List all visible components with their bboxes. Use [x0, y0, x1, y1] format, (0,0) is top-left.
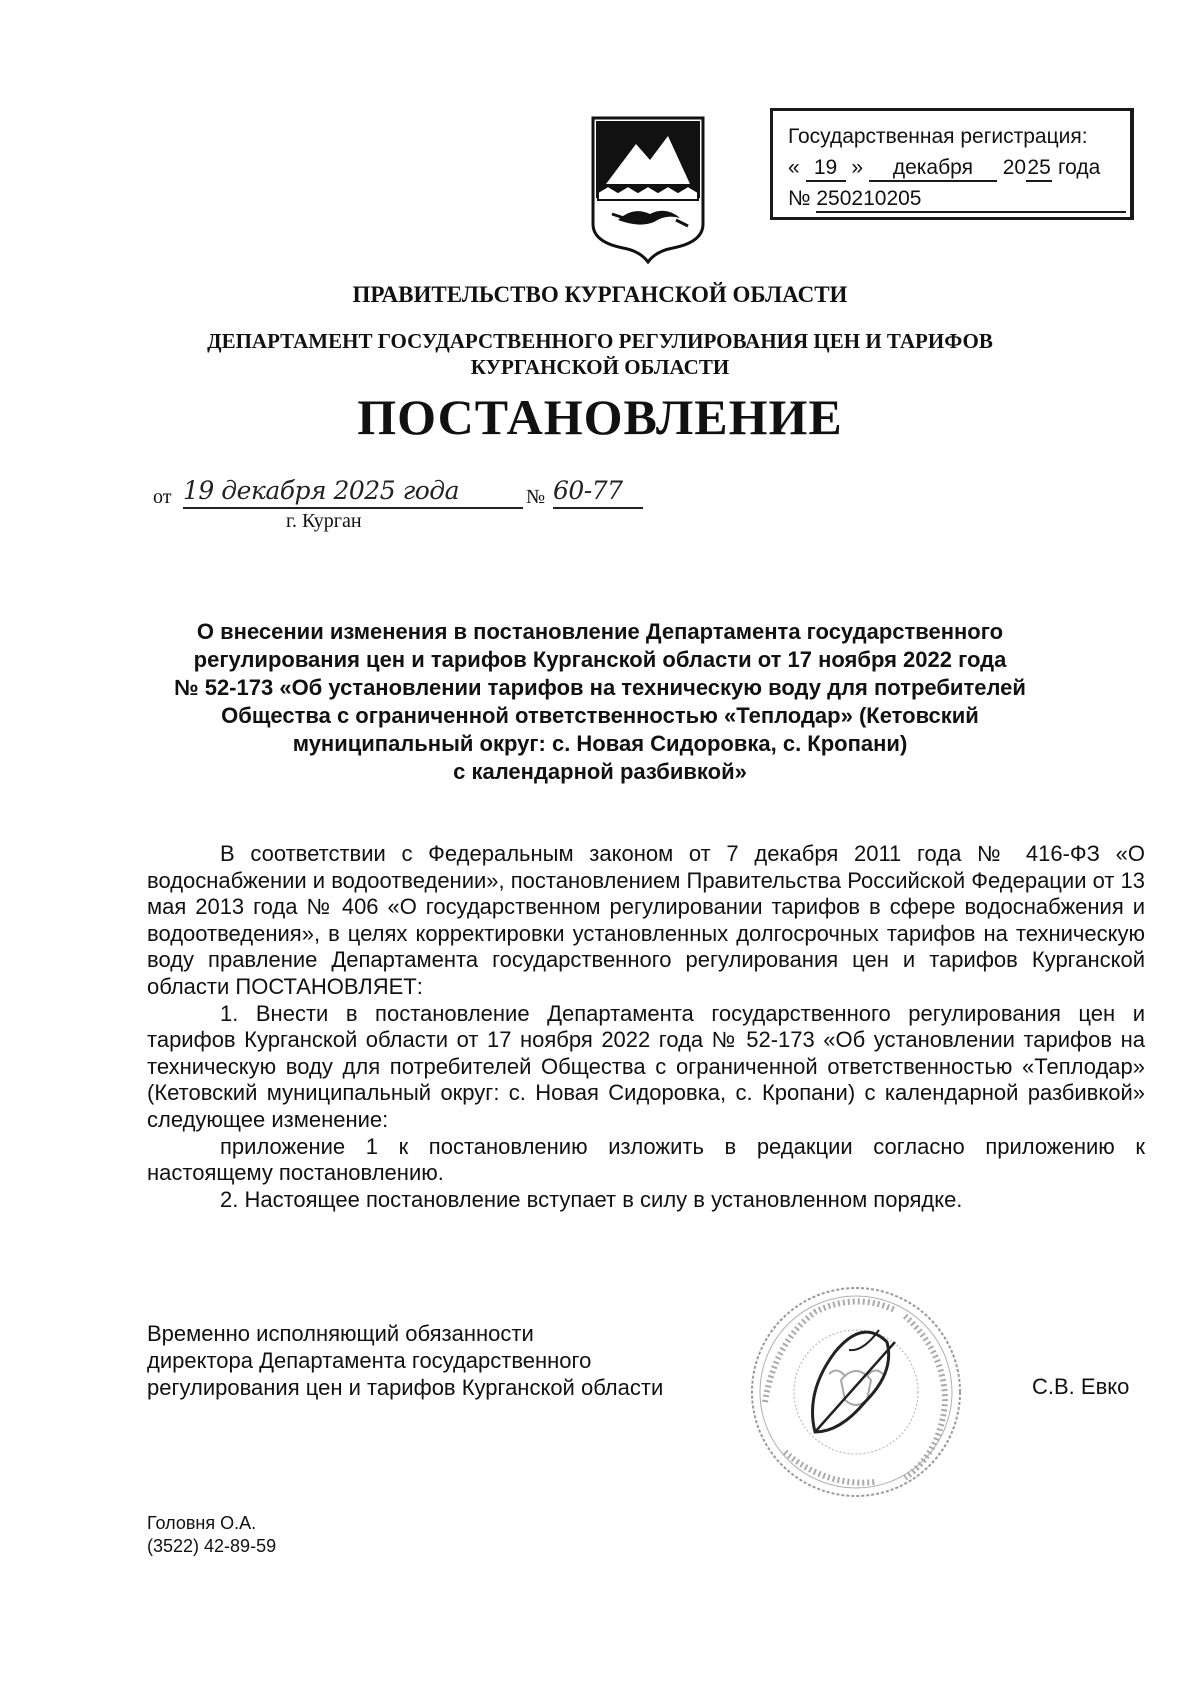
registration-number: 250210205	[816, 187, 1126, 213]
registration-year-suffix: 25	[1026, 156, 1052, 182]
date-number-line	[153, 476, 653, 520]
registration-year-prefix: 20	[1002, 156, 1027, 179]
handwritten-number: 60-77	[553, 476, 643, 509]
document-heading	[130, 618, 1070, 786]
document-body	[147, 841, 1145, 1213]
registration-day: 19	[806, 156, 846, 182]
government-name: ПРАВИТЕЛЬСТВО КУРГАНСКОЙ ОБЛАСТИ	[352, 282, 848, 307]
registration-year-word: года	[1057, 156, 1101, 179]
heading-line: регулирования цен и тарифов Курганской области от 17 ноября 2022 года	[193, 647, 1007, 672]
city-label: г. Курган	[286, 510, 362, 532]
coat-of-arms-emblem	[588, 114, 708, 264]
signer-position-line2: директора Департамента государственного	[147, 1348, 592, 1373]
heading-line: № 52-173 «Об установлении тарифов на техническую воду для потребителей	[174, 675, 1026, 700]
signer-position-line3: регулирования цен и тарифов Курганской области	[147, 1375, 664, 1400]
signer-name: С.В. Евко	[1032, 1374, 1130, 1399]
heading-line: муниципальный округ: с. Новая Сидоровка, с. Кропани)	[292, 731, 908, 756]
department-name-line2: КУРГАНСКОЙ ОБЛАСТИ	[470, 355, 730, 379]
executor-phone: (3522) 42-89-59	[147, 1536, 277, 1556]
department-name	[0, 328, 1200, 380]
state-registration-box	[770, 108, 1134, 220]
registration-month: декабря	[869, 156, 997, 182]
department-name-line1: ДЕПАРТАМЕНТ ГОСУДАРСТВЕННОГО РЕГУЛИРОВАНИЯ ЦЕН И ТАРИФОВ	[207, 329, 993, 353]
registration-number-line	[788, 183, 1130, 214]
from-label: от	[153, 486, 172, 508]
preamble-paragraph: В соответствии с Федеральным законом от 7 декабря 2011 года № 416-ФЗ «О водоснабжении и водоотведении», постановлением Правительства Российской Федерации от 13 мая 2013 года № 406 «О государственном регулировании тарифов в сфере водоснабжения и водоотведения», в целях корректировки установленных долгосрочных тарифов на техническую воду правление Департамента государственного регулирования цен и тарифов Курганской области ПОСТАНОВЛЯЕТ:	[147, 841, 1146, 999]
quote-open: «	[788, 156, 800, 179]
amendment-paragraph: приложение 1 к постановлению изложить в редакции согласно приложению к настоящему постановлению.	[147, 1133, 1145, 1186]
clause-1-paragraph: 1. Внести в постановление Департамента государственного регулирования цен и тарифов Курганской области от 17 ноября 2022 года № 52-173 «Об установлении тарифов на техническую воду для потребителей Общества с ограниченной ответственностью «Теплодар» (Кетовский муниципальный округ: с. Новая Сидоровка, с. Кропани) с календарной разбивкой» следующее изменение:	[147, 1000, 1145, 1132]
heading-line: Общества с ограниченной ответственностью «Теплодар» (Кетовский	[221, 703, 979, 728]
document-type-title: ПОСТАНОВЛЕНИЕ	[357, 389, 843, 445]
registration-date	[788, 152, 1130, 183]
registration-number-label: №	[788, 187, 811, 210]
number-label: №	[526, 486, 546, 508]
executor-info	[147, 1512, 276, 1558]
official-seal-stamp	[745, 1282, 967, 1502]
signer-position	[147, 1320, 663, 1401]
registration-label: Государственная регистрация:	[788, 125, 1088, 148]
heading-line: с календарной разбивкой»	[453, 759, 747, 784]
quote-close: »	[851, 156, 864, 179]
heading-line: О внесении изменения в постановление Департамента государственного	[196, 619, 1004, 644]
clause-2-paragraph: 2. Настоящее постановление вступает в силу в установленном порядке.	[220, 1186, 963, 1212]
executor-name: Головня О.А.	[147, 1513, 257, 1533]
handwritten-date: 19 декабря 2025 года	[183, 476, 523, 509]
signer-position-line1: Временно исполняющий обязанности	[147, 1321, 534, 1346]
